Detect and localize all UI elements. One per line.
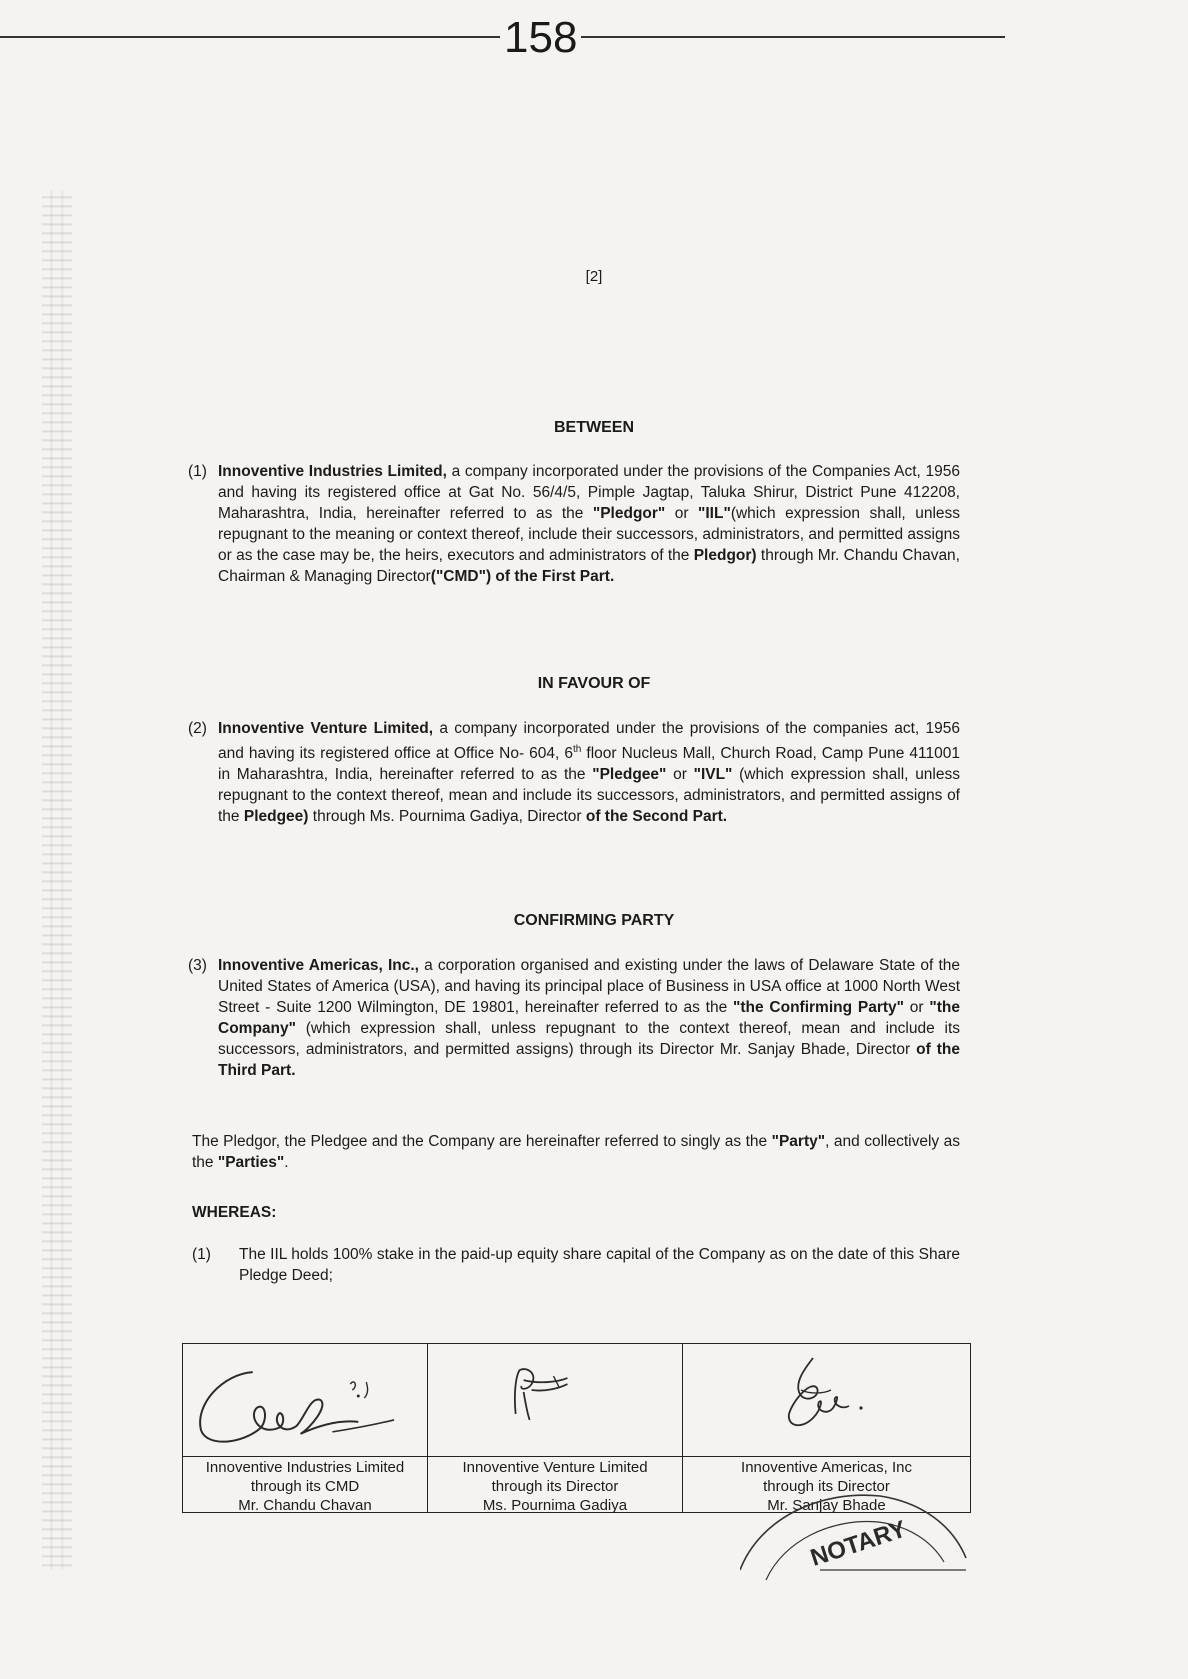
defined-term: "Pledgor"	[592, 505, 666, 522]
notary-seal-icon	[740, 1488, 980, 1674]
handwritten-signature	[183, 1344, 427, 1456]
party-name: Innoventive Americas, Inc.,	[218, 957, 419, 974]
clause-body	[218, 955, 960, 1081]
heading-whereas: WHEREAS:	[192, 1204, 277, 1221]
heading-in-favour-of: IN FAVOUR OF	[537, 675, 651, 692]
party-name: Innoventive Industries Limited,	[218, 463, 447, 480]
page-number: [2]	[585, 268, 603, 285]
clause-text: or	[903, 999, 930, 1016]
clause-text: floor Nucleus Mall, Church Road, Camp Pune 411001 in Maharashtra, India, hereinafter referred to as the	[218, 745, 960, 784]
signatory-block	[183, 1458, 427, 1515]
para-text: .	[284, 1154, 289, 1171]
signatory-name: Mr. Sanjay Bhade	[767, 1497, 886, 1514]
signature-cell-confirming-party	[683, 1344, 970, 1512]
clause-text: (which expression shall, unless repugnant to the meaning or context thereof, include their successors, administrators, and permitted assigns or as the case may be, the heirs, executors and administrators of the	[218, 505, 961, 564]
clause-number: (3)	[188, 957, 207, 974]
signature-area	[183, 1344, 427, 1457]
signature-area	[683, 1344, 970, 1457]
notary-stamp-text: NOTARY	[807, 1515, 910, 1572]
signature-cell-pledgee	[428, 1344, 683, 1512]
clause-pledgor	[188, 461, 960, 587]
clause-text: (which expression shall, unless repugnant to the context thereof, mean and include its successors, administrators, and permitted assigns) through its Director Mr. Sanjay Bhade, Director	[218, 1020, 960, 1058]
defined-term: "IVL"	[693, 766, 733, 784]
recital-text: The IIL holds 100% stake in the paid-up equity share capital of the Company as on the date of this Share Pledge Deed;	[239, 1246, 960, 1284]
defined-term: Pledgor)	[693, 547, 757, 564]
defined-term: "Party"	[771, 1133, 826, 1150]
clause-text: a company incorporated under the provisions of the companies act, 1956 and having its registered office at Office No- 604, 6	[218, 720, 960, 763]
heading-confirming-party: CONFIRMING PARTY	[513, 912, 675, 929]
para-text: The Pledgor, the Pledgee and the Company are hereinafter referred to singly as the	[192, 1133, 772, 1150]
signatory-block	[428, 1458, 682, 1515]
signature-cell-pledgor	[183, 1344, 428, 1512]
handwritten-signature	[428, 1344, 682, 1456]
stamp-number: 158	[500, 14, 581, 62]
signatory-role: through its CMD	[250, 1478, 360, 1495]
signatory-company: Innoventive Industries Limited	[205, 1459, 405, 1476]
defined-term: "the Confirming Party"	[733, 999, 904, 1016]
recital-item	[192, 1244, 960, 1286]
clause-confirming-party	[188, 955, 960, 1081]
para-text: , and collectively as the	[192, 1133, 960, 1171]
handwritten-signature	[683, 1344, 970, 1456]
clause-number: (1)	[188, 463, 207, 480]
recital-number: (1)	[192, 1246, 211, 1263]
defined-term: of the Second Part.	[585, 808, 728, 826]
defined-term: Pledgee)	[243, 808, 309, 826]
clause-number: (2)	[188, 720, 207, 737]
clause-text: or	[665, 505, 699, 522]
clause-body	[218, 718, 960, 827]
clause-body	[218, 461, 960, 587]
defined-term: of the Third Part.	[218, 1041, 961, 1079]
clause-pledgee	[188, 718, 960, 827]
signatory-role: through its Director	[491, 1478, 619, 1495]
superscript: th	[573, 744, 582, 755]
defined-term: "the Company"	[218, 999, 960, 1037]
clause-text: through Mr. Chandu Chavan, Chairman & Managing Director	[218, 547, 960, 585]
parties-definition	[192, 1131, 960, 1173]
signatory-company: Innoventive Americas, Inc	[741, 1459, 912, 1476]
clause-text: (which expression shall, unless repugnant to the context thereof, mean and include its successors, administrators, and permitted assigns of the	[218, 766, 960, 826]
clause-text: a company incorporated under the provisions of the Companies Act, 1956 and having its registered office at Gat No. 56/4/5, Pimple Jagtap, Taluka Shirur, District Pune 412208, Maharashtra, India, hereinafter referred to as the	[218, 463, 960, 522]
clause-text: or	[666, 766, 694, 784]
defined-term: "Pledgee"	[592, 766, 667, 784]
signatory-role: through its Director	[763, 1478, 890, 1495]
notary-stamp	[740, 1488, 980, 1674]
signature-area	[428, 1344, 682, 1457]
defined-term: "Parties"	[217, 1154, 285, 1171]
party-name: Innoventive Venture Limited,	[218, 720, 434, 737]
clause-text: a corporation organised and existing under the laws of Delaware State of the United States of America (USA), and having its principal place of Business in USA office at 1000 North West Street - Suite 1200 Wilmington, DE 19801, hereinafter referred to as the	[218, 957, 960, 1016]
heading-between: BETWEEN	[554, 419, 634, 436]
signatory-name: Mr. Chandu Chavan	[238, 1497, 372, 1514]
defined-term: ("CMD") of the First Part.	[430, 568, 615, 585]
defined-term: "IIL"	[698, 505, 731, 522]
clause-text: through Ms. Pournima Gadiya, Director	[308, 808, 586, 826]
signatory-name: Ms. Pournima Gadiya	[482, 1497, 628, 1514]
signatory-company: Innoventive Venture Limited	[462, 1459, 648, 1476]
scan-edge-artifact	[42, 190, 72, 1570]
